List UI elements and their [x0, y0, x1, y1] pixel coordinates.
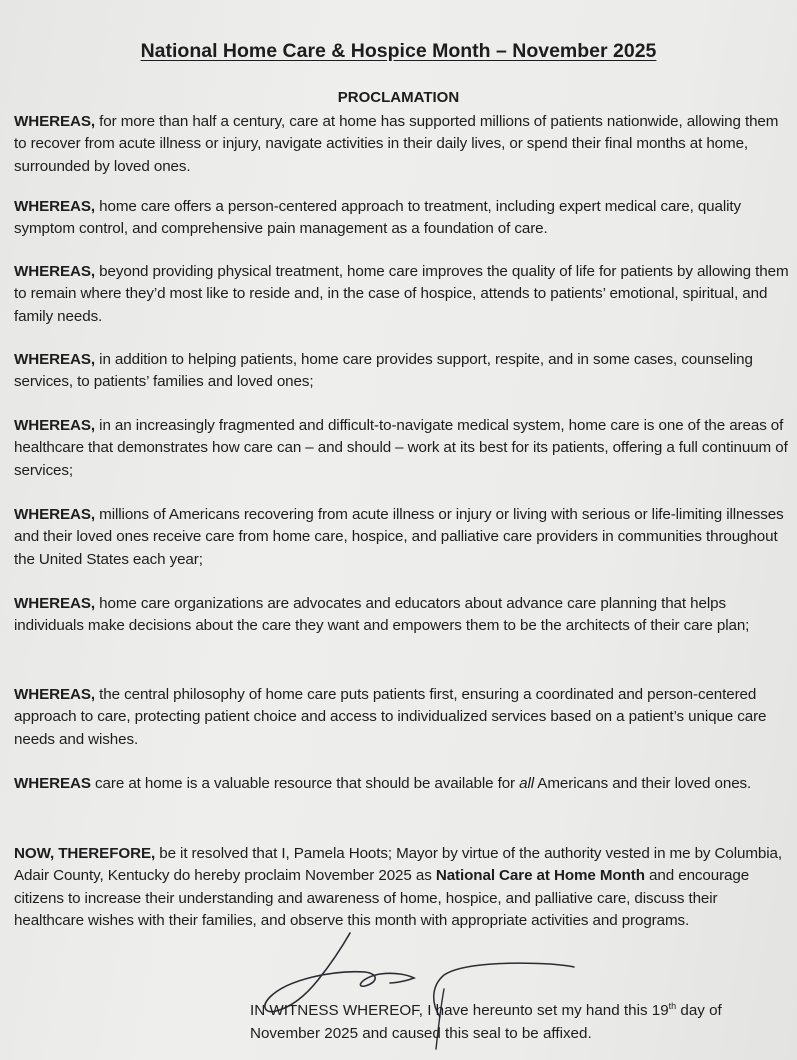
- whereas-paragraph-8: WHEREAS, the central philosophy of home care puts patients first, ensuring a coordinated and person-centered approach to care, protecting patient choice and access to individualized services based on a patient’s unique care needs and wishes.: [14, 686, 767, 748]
- whereas-paragraph-2: WHEREAS, home care offers a person-centered approach to treatment, including expert medical care, quality symptom control, and comprehensive pain management as a foundation of care.: [14, 198, 742, 238]
- resolution-paragraph: NOW, THEREFORE, be it resolved that I, Pamela Hoots; Mayor by virtue of the authority vested in me by Columbia, Adair County, Kentucky do hereby proclaim November 2025 as National Care at Home Month and encourage citizens to increase their understanding and awareness of home, hospice, and palliative care, discuss their healthcare wishes with their families, and observe this month with appropriate activities and programs.: [14, 845, 782, 929]
- whereas-paragraph-1: WHEREAS, for more than half a century, care at home has supported millions of patients nationwide, allowing them to recover from acute illness or injury, navigate activities in their daily lives, or spend their final months at home, surrounded by loved ones.: [14, 113, 779, 175]
- document-title: National Home Care & Hospice Month – November 2025: [140, 40, 657, 62]
- whereas-paragraph-5: WHEREAS, in an increasingly fragmented and difficult-to-navigate medical system, home care is one of the areas of healthcare that demonstrates how care can – and should – work at its best for its patients, offering a full continuum of services;: [14, 417, 788, 479]
- whereas-paragraph-7: WHEREAS, home care organizations are advocates and educators about advance care planning that helps individuals make decisions about the care they want and empowers them to be the architects of their care plan;: [14, 595, 750, 635]
- whereas-paragraph-6: WHEREAS, millions of Americans recovering from acute illness or injury or living with serious or life-limiting illnesses and their loved ones receive care from home care, hospice, and palliative care providers in communities throughout the United States each year;: [14, 506, 784, 568]
- witness-statement: IN WITNESS WHEREOF, I have hereunto set my hand this 19th day of November 2025 and caused this seal to be affixed.: [250, 1001, 722, 1043]
- whereas-paragraph-4: WHEREAS, in addition to helping patients, home care provides support, respite, and in some cases, counseling services, to patients’ families and loved ones;: [14, 351, 753, 391]
- document-subtitle: PROCLAMATION: [337, 89, 460, 106]
- whereas-paragraph-3: WHEREAS, beyond providing physical treatment, home care improves the quality of life for patients by allowing them to remain where they’d most like to reside and, in the case of hospice, attends to patients’ emotional, spiritual, and family needs.: [14, 263, 789, 325]
- whereas-paragraph-9: WHEREAS care at home is a valuable resource that should be available for all Americans and their loved ones.: [14, 775, 752, 792]
